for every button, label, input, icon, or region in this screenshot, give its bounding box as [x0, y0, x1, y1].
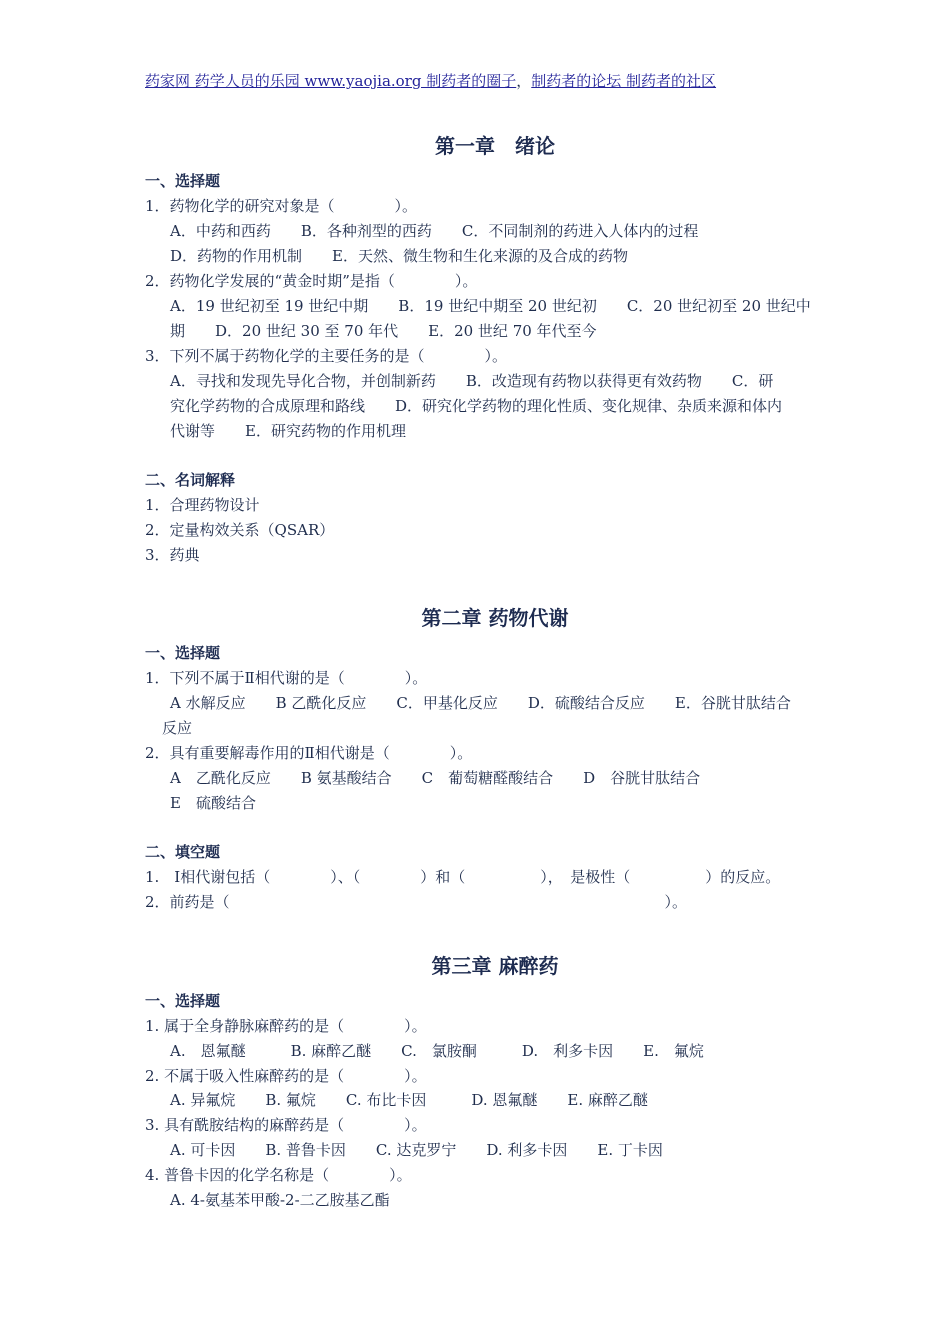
ch1-term-2: 2．定量构效关系（QSAR）: [145, 521, 335, 539]
ch2-question-1: 1．下列不属于Ⅱ相代谢的是（ ）。: [145, 669, 428, 687]
ch1-question-2: 2．药物化学发展的“黄金时期”是指（ ）。: [145, 272, 478, 290]
header-separator: ，: [516, 72, 532, 90]
ch2-section-choice: 一、选择题: [145, 644, 221, 662]
ch1-q3-options-line-3: 代谢等 E．研究药物的作用机理: [170, 422, 406, 440]
ch3-question-3: 3. 具有酰胺结构的麻醉药是（ ）。: [145, 1116, 427, 1134]
ch1-section-terms: 二、名词解释: [145, 471, 236, 489]
ch2-q2-options-line-2: E 硫酸结合: [170, 794, 256, 812]
ch2-q1-options-line-2: 反应: [162, 719, 193, 737]
ch3-question-1: 1. 属于全身静脉麻醉药的是（ ）。: [145, 1017, 427, 1035]
header-link-1[interactable]: 药家网 药学人员的乐园 www.yaojia.org 制药者的圈子: [145, 72, 517, 90]
chapter-3-title: 第三章 麻醉药: [431, 954, 559, 978]
ch1-q1-options-line-2: D．药物的作用机制 E．天然、微生物和生化来源的及合成的药物: [170, 247, 628, 265]
ch3-q3-options: A. 可卡因 B. 普鲁卡因 C. 达克罗宁 D. 利多卡因 E. 丁卡因: [170, 1141, 663, 1159]
ch3-q2-options: A. 异氟烷 B. 氟烷 C. 布比卡因 D. 恩氟醚 E. 麻醉乙醚: [170, 1091, 648, 1109]
ch1-term-1: 1．合理药物设计: [145, 496, 260, 514]
ch2-fill-1: 1. Ⅰ相代谢包括（ ）、（ ）和（ ）， 是极性（ ）的反应。: [145, 868, 781, 886]
ch1-q2-options-line-2: 期 D．20 世纪 30 至 70 年代 E．20 世纪 70 年代至今: [170, 322, 597, 340]
ch2-section-fill: 二、填空题: [145, 843, 221, 861]
ch1-q3-options-line-2: 究化学药物的合成原理和路线 D．研究化学药物的理化性质、变化规律、杂质来源和体内: [170, 397, 783, 415]
ch3-question-4: 4. 普鲁卡因的化学名称是（ ）。: [145, 1166, 412, 1184]
ch1-q1-options-line-1: A．中药和西药 B．各种剂型的西药 C．不同制剂的药进入人体内的过程: [170, 222, 699, 240]
header-links: [145, 70, 716, 91]
ch3-q1-options: A. 恩氟醚 B. 麻醉乙醚 C. 氯胺酮 D. 利多卡因 E. 氟烷: [170, 1042, 704, 1060]
ch3-q4-options: A. 4-氨基苯甲酸-2-二乙胺基乙酯: [170, 1191, 390, 1209]
ch1-question-1: 1．药物化学的研究对象是（ ）。: [145, 197, 418, 215]
chapter-1-title: 第一章 绪论: [435, 134, 555, 158]
ch2-question-2: 2．具有重要解毒作用的Ⅱ相代谢是（ ）。: [145, 744, 473, 762]
ch1-question-3: 3．下列不属于药物化学的主要任务的是（ ）。: [145, 347, 508, 365]
chapter-2-title: 第二章 药物代谢: [421, 606, 569, 630]
ch2-q2-options-line-1: A 乙酰化反应 B 氨基酸结合 C 葡萄糖醛酸结合 D 谷胱甘肽结合: [170, 769, 701, 787]
header-link-2[interactable]: 制药者的论坛 制药者的社区: [531, 72, 717, 90]
ch1-q2-options-line-1: A．19 世纪初至 19 世纪中期 B．19 世纪中期至 20 世纪初 C．20 世纪初至 20 世纪中: [170, 297, 811, 315]
ch3-section-choice: 一、选择题: [145, 992, 221, 1010]
ch1-q3-options-line-1: A．寻找和发现先导化合物，并创制新药 B．改造现有药物以获得更有效药物 C．研: [170, 372, 774, 390]
ch2-fill-2: 2．前药是（ ）。: [145, 893, 688, 911]
ch1-section-choice: 一、选择题: [145, 172, 221, 190]
ch1-term-3: 3．药典: [145, 546, 200, 564]
ch2-q1-options-line-1: A 水解反应 B 乙酰化反应 C．甲基化反应 D．硫酸结合反应 E．谷胱甘肽结合: [170, 694, 791, 712]
ch3-question-2: 2. 不属于吸入性麻醉药的是（ ）。: [145, 1067, 427, 1085]
